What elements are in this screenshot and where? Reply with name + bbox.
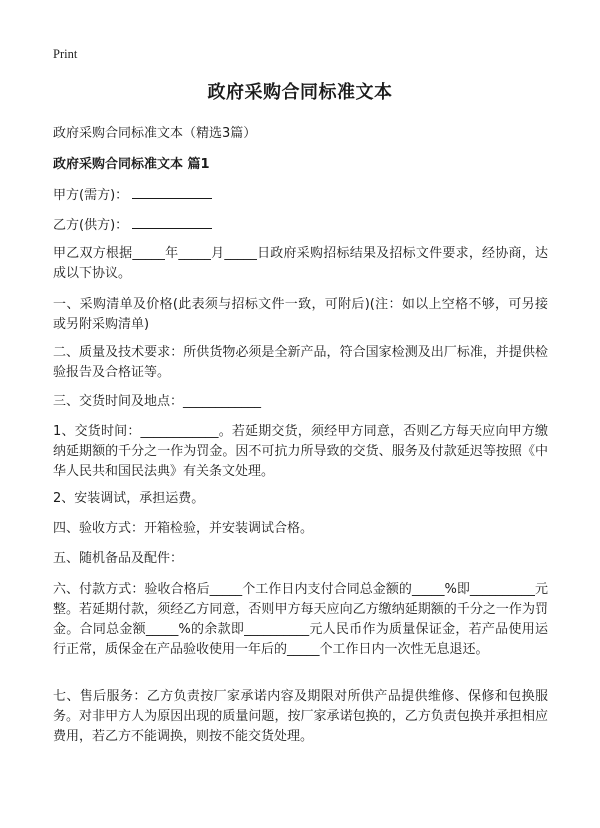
clause-delivery-heading: 三、交货时间及地点：____________ xyxy=(53,394,262,409)
party-a-blank xyxy=(132,185,212,199)
document-title: 政府采购合同标准文本 xyxy=(207,82,393,103)
clause-spare-parts: 五、随机备品及配件： xyxy=(53,551,184,566)
section-heading: 政府采购合同标准文本 篇1 xyxy=(53,157,210,172)
clause-payment: 六、付款方式：验收合格后_____个工作日内支付合同总金额的_____%即__________元整。若延期付款，须经乙方同意，否则甲方每天应向乙方缴纳延期额的千分之一作为罚金。合同总金额_____%的余款即__________元人民币作为质量保证金，若产品使用运行正常，质保金在产品验收使用一年后的_____个工作日内一次性无息退还。 xyxy=(53,582,548,657)
clause-purchase-list: 一、采购清单及价格(此表须与招标文件一致，可附后)(注：如以上空格不够，可另接或另附采购清单) xyxy=(53,297,548,332)
party-b-label: 乙方(供方)： xyxy=(53,218,129,233)
party-a-label: 甲方(需方)： xyxy=(53,188,129,203)
party-b-line xyxy=(53,214,212,233)
print-link[interactable]: Print xyxy=(53,47,78,61)
clause-installation: 2、安装调试，承担运费。 xyxy=(53,491,205,506)
clause-intro: 甲乙双方根据_____年_____月_____日政府采购招标结果及招标文件要求，经协商，达成以下协议。 xyxy=(53,246,548,281)
party-a-line xyxy=(53,184,212,203)
clause-quality: 二、质量及技术要求：所供货物必须是全新产品，符合国家检测及出厂标准，并提供检验报告及合格证等。 xyxy=(53,345,548,380)
party-b-blank xyxy=(132,215,212,229)
clause-after-sales: 七、售后服务：乙方负责按厂家承诺内容及期限对所供产品提供维修、保修和包换服务。对非甲方人为原因出现的质量问题，按厂家承诺包换的，乙方负责包换并承担相应费用，若乙方不能调换，则按不能交货处理。 xyxy=(53,689,548,744)
clause-acceptance: 四、验收方式：开箱检验，并安装调试合格。 xyxy=(53,521,314,536)
clause-delivery-time: 1、交货时间：____________。若延期交货，须经甲方同意，否则乙方每天应向甲方缴纳延期额的千分之一作为罚金。因不可抗力所导致的交货、服务及付款延迟等按照《中华人民共和国民法典》有关条文处理。 xyxy=(53,424,548,479)
document-subtitle: 政府采购合同标准文本（精选3篇） xyxy=(53,126,257,141)
